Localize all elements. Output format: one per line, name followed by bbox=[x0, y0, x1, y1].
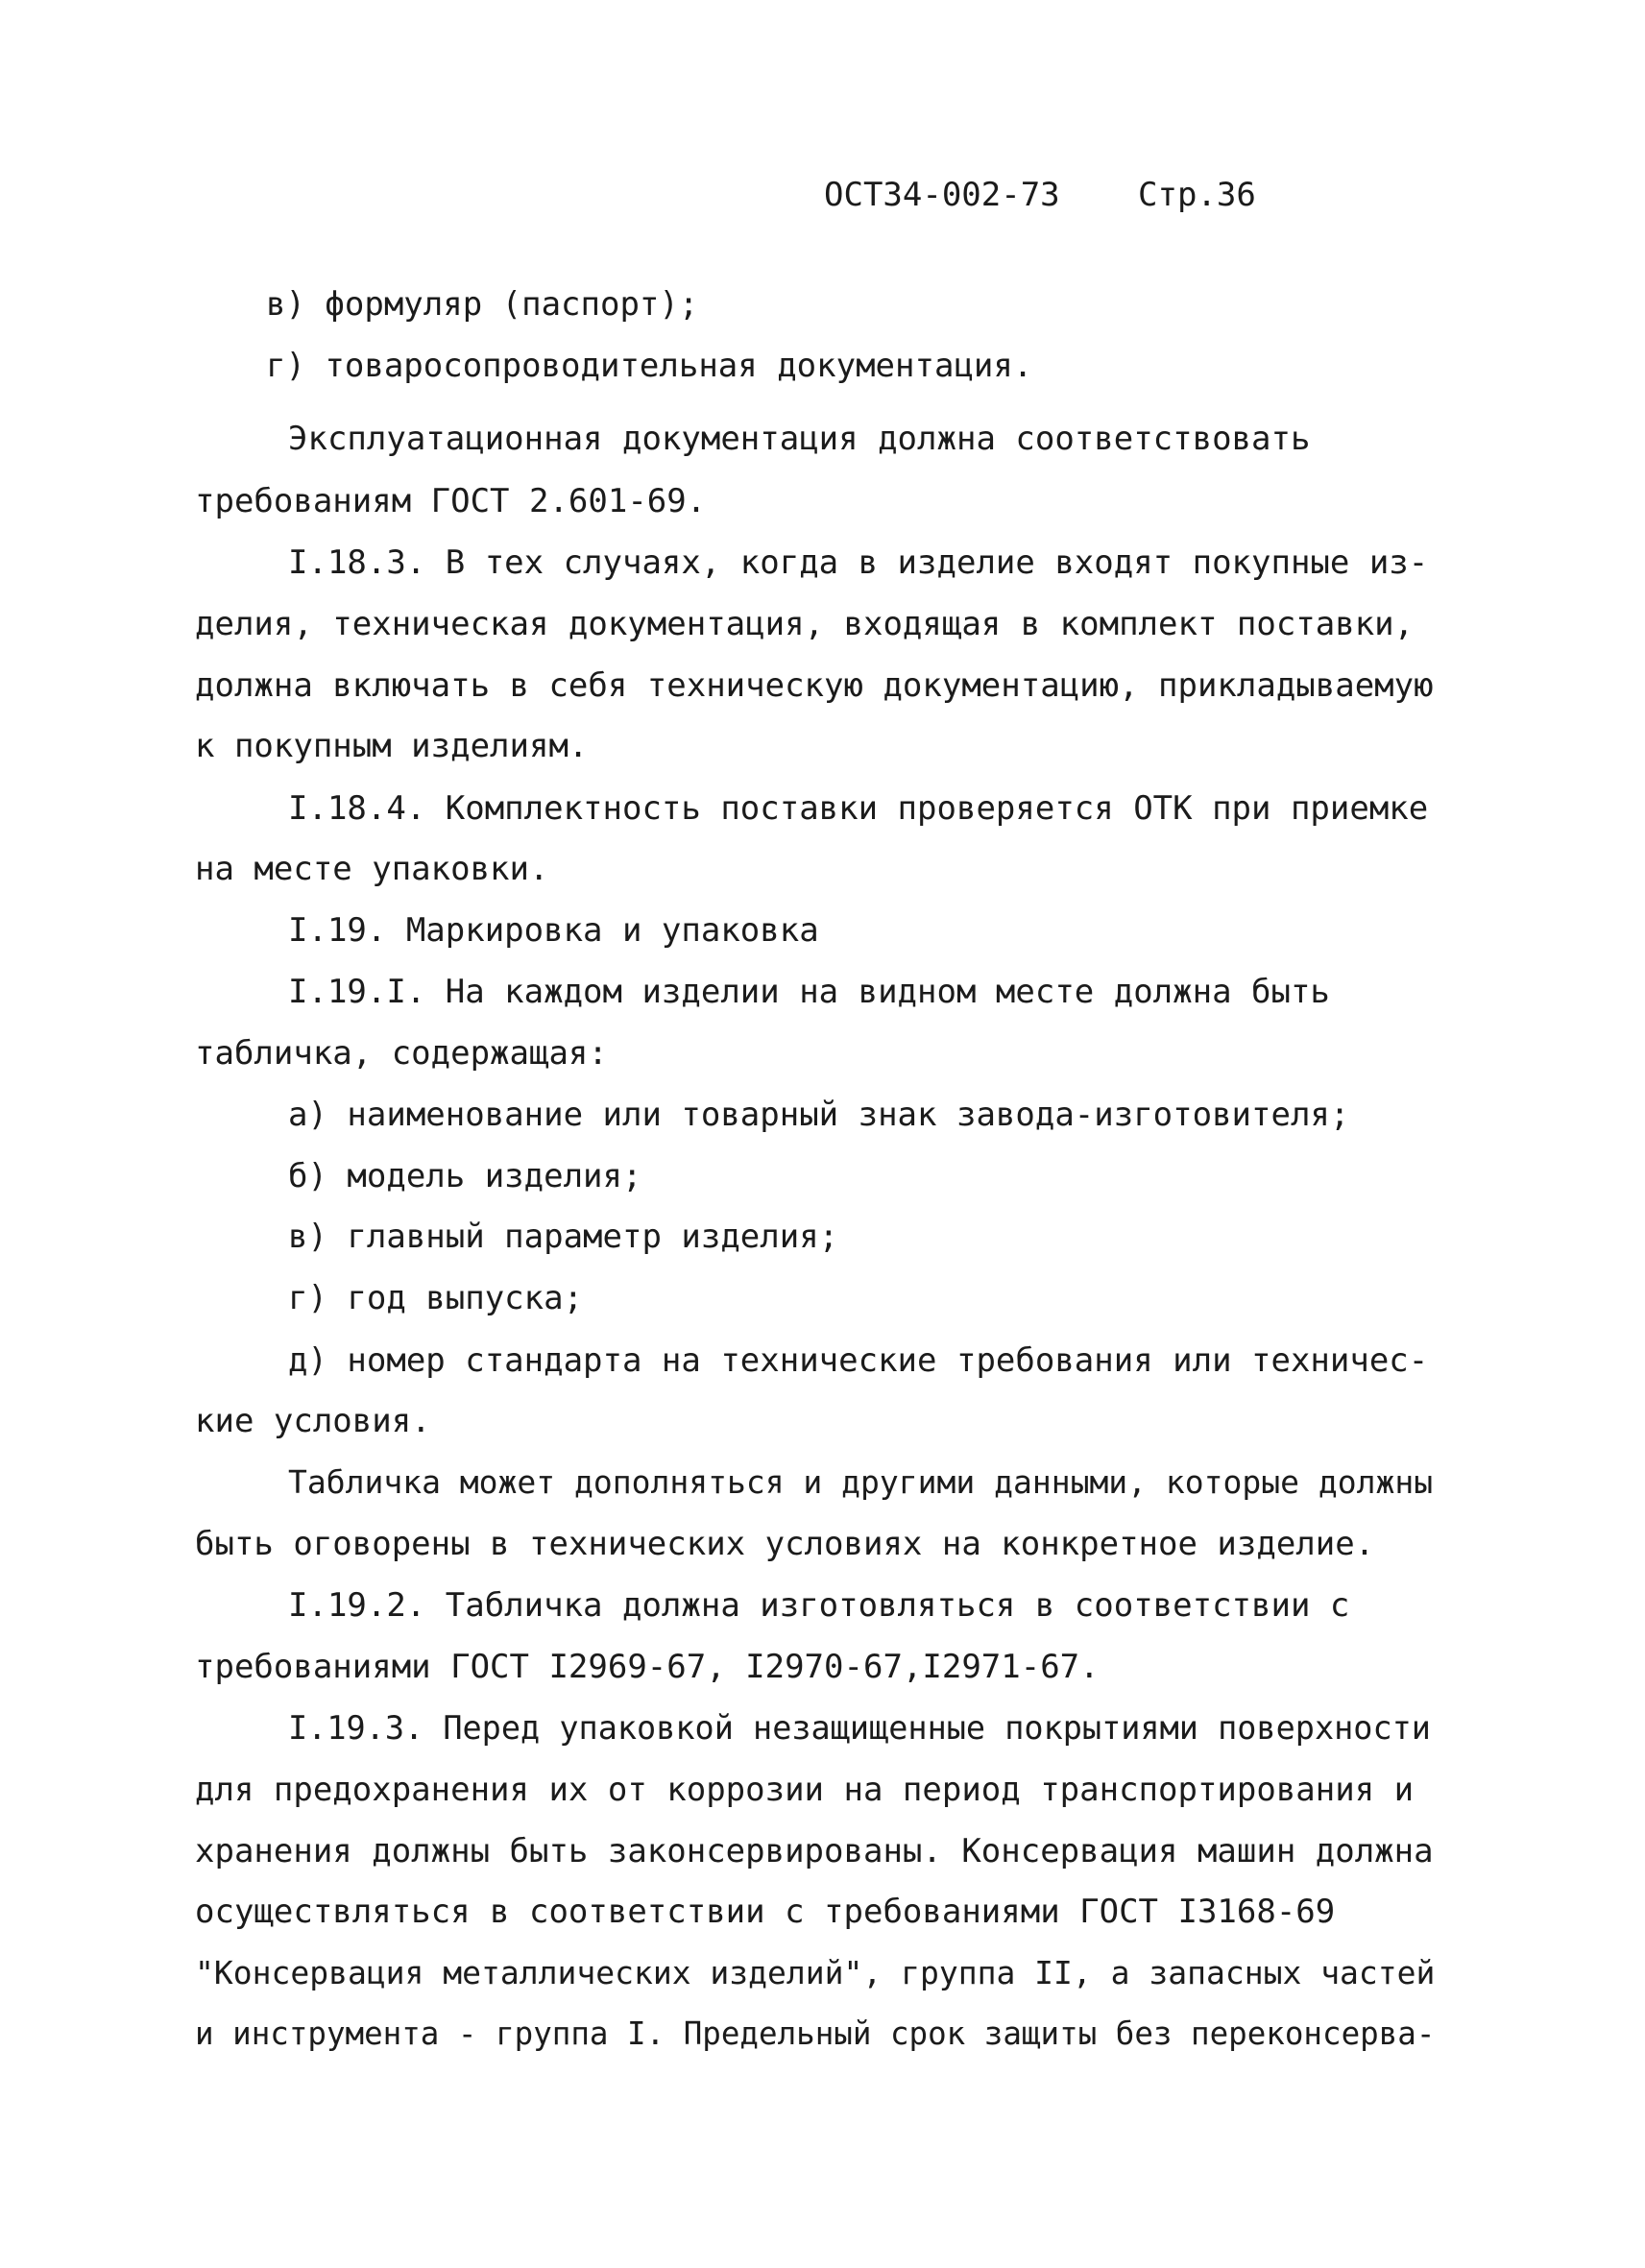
clause-line: I.19.3. Перед упаковкой незащищенные покрытиями поверхности bbox=[288, 1709, 1431, 1747]
list-item: г) товаросопроводительная документация. bbox=[266, 347, 1033, 385]
section-heading: I.19. Маркировка и упаковка bbox=[288, 911, 819, 950]
clause-line: делия, техническая документация, входящая в комплект поставки, bbox=[195, 605, 1415, 643]
clause-line: I.19.2. Табличка должна изготовляться в соответствии с bbox=[288, 1586, 1350, 1625]
list-item: б) модель изделия; bbox=[288, 1157, 642, 1195]
list-item: кие условия. bbox=[195, 1402, 431, 1440]
document-code: ОСТ34-002-73 bbox=[824, 176, 1060, 214]
list-item: д) номер стандарта на технические требования или техничес- bbox=[288, 1341, 1429, 1380]
clause-line: осуществляться в соответствии с требованиями ГОСТ I3168-69 bbox=[195, 1893, 1336, 1931]
page-number: Стр.36 bbox=[1138, 176, 1256, 214]
list-item: в) главный параметр изделия; bbox=[288, 1218, 839, 1256]
clause-line: для предохранения их от коррозии на период транспортирования и bbox=[195, 1771, 1415, 1809]
list-item: в) формуляр (паспорт); bbox=[266, 285, 699, 324]
clause-line: к покупным изделиям. bbox=[195, 727, 589, 765]
clause-line: I.18.3. В тех случаях, когда в изделие входят покупные из- bbox=[288, 543, 1429, 582]
clause-line: требованиями ГОСТ I2969-67, I2970-67,I2971-67. bbox=[195, 1648, 1100, 1686]
clause-line: хранения должны быть законсервированы. Консервация машин должна bbox=[195, 1832, 1434, 1870]
clause-line: должна включать в себя техническую документацию, прикладываемую bbox=[195, 666, 1434, 705]
list-item: а) наименование или товарный знак завода-изготовителя; bbox=[288, 1096, 1350, 1134]
clause-line: I.18.4. Комплектность поставки проверяется ОТК при приемке bbox=[288, 789, 1429, 828]
clause-line: "Консервация металлических изделий", группа II, а запасных частей bbox=[195, 1954, 1436, 1991]
list-item: г) год выпуска; bbox=[288, 1279, 584, 1317]
paragraph-line: требованиям ГОСТ 2.601-69. bbox=[195, 482, 707, 520]
clause-line: и инструмента - группа I. Предельный срок защиты без переконсерва- bbox=[195, 2015, 1436, 2052]
clause-line: на месте упаковки. bbox=[195, 850, 549, 888]
paragraph-line: Табличка может дополняться и другими данными, которые должны bbox=[288, 1463, 1434, 1501]
paragraph-line: быть оговорены в технических условиях на конкретное изделие. bbox=[195, 1525, 1375, 1563]
clause-line: I.19.I. На каждом изделии на видном месте должна быть bbox=[288, 973, 1330, 1011]
clause-line: табличка, содержащая: bbox=[195, 1034, 608, 1073]
paragraph-line: Эксплуатационная документация должна соответствовать bbox=[288, 420, 1311, 458]
